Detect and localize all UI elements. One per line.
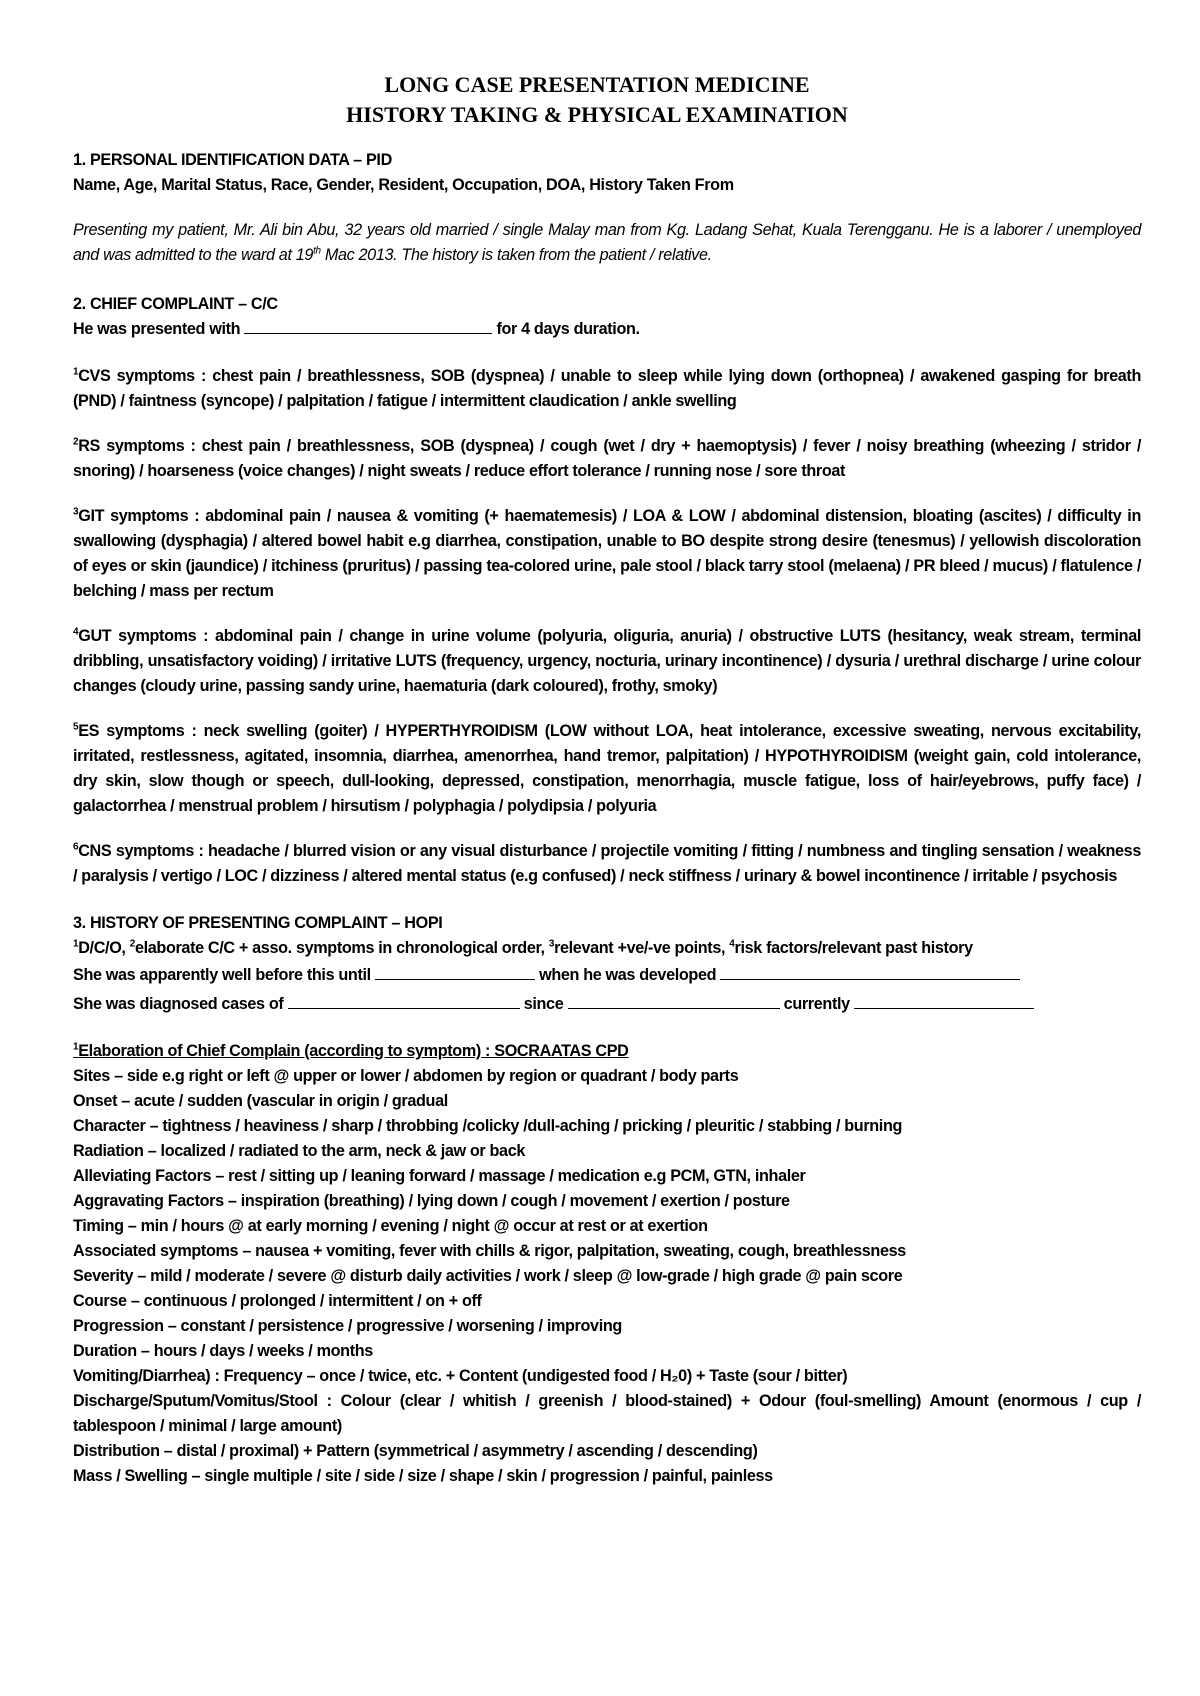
symptom-paragraph bbox=[73, 719, 1141, 819]
symptom-number: 1 bbox=[73, 366, 79, 378]
guide-text: risk factors/relevant past history bbox=[734, 939, 973, 957]
document-page bbox=[73, 70, 1141, 1489]
document-title bbox=[53, 70, 1141, 130]
symptom-number: 6 bbox=[73, 841, 79, 853]
socraatas-item: Vomiting/Diarrhea) : Frequency – once / twice, etc. + Content (undigested food / H₂0) + Taste (sour / bitter) bbox=[73, 1367, 848, 1385]
socraatas-item: Alleviating Factors – rest / sitting up / leaning forward / massage / medication e.g PCM, GTN, inhaler bbox=[73, 1167, 806, 1185]
hopi-heading: 3. HISTORY OF PRESENTING COMPLAINT – HOPI bbox=[73, 914, 443, 932]
hopi-blank-diagnosed[interactable] bbox=[288, 994, 520, 1009]
socraatas-item: Timing – min / hours @ at early morning / evening / night @ occur at rest or at exertion bbox=[73, 1217, 708, 1235]
socraatas-item: Severity – mild / moderate / severe @ disturb daily activities / work / sleep @ low-grade / high grade @ pain score bbox=[73, 1267, 903, 1285]
socraatas-item: Discharge/Sputum/Vomitus/Stool : Colour (clear / whitish / greenish / blood-stained) + Odour (foul-smelling) Amount (enormous / cup / tablespoon / minimal / large amount) bbox=[73, 1392, 1141, 1435]
guide-text: elaborate C/C + asso. symptoms in chronological order, bbox=[134, 939, 549, 957]
socraatas-item: Mass / Swelling – single multiple / site / side / size / shape / skin / progression / painful, painless bbox=[73, 1467, 773, 1485]
hopi-line-2: She was diagnosed cases of since currently bbox=[73, 992, 1141, 1017]
guide-number: 3 bbox=[548, 938, 555, 950]
socraatas-item: Progression – constant / persistence / progressive / worsening / improving bbox=[73, 1317, 622, 1335]
socraatas-heading: $^1$Elaboration of Chief Complain (according to symptom) : SOCRAATAS CPD bbox=[73, 1041, 629, 1060]
cc-line: He was presented with for 4 days duration. bbox=[73, 320, 640, 338]
guide-number: 2 bbox=[129, 938, 135, 950]
socraatas-item: Duration – hours / days / weeks / months bbox=[73, 1342, 373, 1360]
hopi-blank-currently[interactable] bbox=[854, 994, 1034, 1009]
symptom-text: RS symptoms : chest pain / breathlessness, SOB (dyspnea) / cough (wet / dry + haemoptysis) / fever / noisy breathing (wheezing / stridor / snoring) / hoarseness (voice changes) / night sweats / reduce effort tolerance / running nose / sore throat bbox=[73, 437, 1141, 480]
symptom-text: GIT symptoms : abdominal pain / nausea & vomiting (+ haematemesis) / LOA & LOW / abdominal distension, bloating (ascites) / difficulty in swallowing (dysphagia) / altered bowel habit e.g diarrhea, constipation, unable to BO despite strong desire (tenesmus) / yellowish discoloration of eyes or skin (jaundice) / itchiness (pruritus) / passing tea-colored urine, pale stool / black tarry stool (melaena) / PR bleed / mucus) / flatulence / belching / mass per rectum bbox=[73, 507, 1141, 600]
socraatas-item: Radiation – localized / radiated to the arm, neck & jaw or back bbox=[73, 1142, 526, 1160]
pid-example: Presenting my patient, Mr. Ali bin Abu, 32 years old married / single Malay man from Kg. Ladang Sehat, Kuala Terengganu. He is a laborer / unemployed and was admitted to the ward at 19th Mac 2013. The history is taken from the patient / relative. bbox=[73, 221, 1141, 264]
symptom-paragraph bbox=[73, 504, 1141, 604]
symptom-paragraph bbox=[73, 839, 1141, 889]
socraatas-item: Distribution – distal / proximal) + Pattern (symmetrical / asymmetry / ascending / descending) bbox=[73, 1442, 758, 1460]
pid-heading: 1. PERSONAL IDENTIFICATION DATA – PID bbox=[73, 151, 392, 169]
hopi-blank-since[interactable] bbox=[568, 994, 780, 1009]
socraatas-item: Sites – side e.g right or left @ upper or lower / abdomen by region or quadrant / body parts bbox=[73, 1067, 739, 1085]
socraatas-item: Associated symptoms – nausea + vomiting, fever with chills & rigor, palpitation, sweating, cough, breathlessness bbox=[73, 1242, 906, 1260]
symptom-paragraph bbox=[73, 364, 1141, 414]
guide-number: 4 bbox=[729, 938, 735, 950]
symptom-text: ES symptoms : neck swelling (goiter) / HYPERTHYROIDISM (LOW without LOA, heat intolerance, excessive sweating, nervous excitability, irritated, restlessness, agitated, insomnia, diarrhea, amenorrhea, hand tremor, palpitation) / HYPOTHYROIDISM (weight gain, cold intolerance, dry skin, slow though or speech, dull-looking, depressed, constipation, menorrhagia, muscle fatigue, loss of hair/eyebrows, puffy face) / galactorrhea / menstrual problem / hirsutism / polyphagia / polydipsia / polyuria bbox=[73, 722, 1141, 815]
symptom-paragraph bbox=[73, 624, 1141, 699]
guide-number: 1 bbox=[73, 938, 79, 950]
socraatas-list bbox=[73, 1064, 1141, 1489]
symptom-paragraph bbox=[73, 434, 1141, 484]
socraatas-item: Course – continuous / prolonged / intermittent / on + off bbox=[73, 1292, 482, 1310]
symptom-text: CNS symptoms : headache / blurred vision or any visual disturbance / projectile vomiting / fitting / numbness and tingling sensation / weakness / paralysis / vertigo / LOC / dizziness / altered mental status (e.g confused) / neck stiffness / urinary & bowel incontinence / irritable / psychosis bbox=[73, 842, 1141, 885]
symptom-text: GUT symptoms : abdominal pain / change in urine volume (polyuria, oliguria, anuria) / obstructive LUTS (hesitancy, weak stream, terminal dribbling, unsatisfactory voiding) / irritative LUTS (frequency, urgency, nocturia, urinary incontinence) / dysuria / urethral discharge / urine colour changes (cloudy urine, passing sandy urine, haematuria (dark coloured), frothy, smoky) bbox=[73, 627, 1141, 695]
symptom-number: 2 bbox=[73, 436, 79, 448]
symptom-number: 3 bbox=[73, 506, 79, 518]
title-line-1: LONG CASE PRESENTATION MEDICINE bbox=[384, 72, 810, 97]
hopi-guide bbox=[73, 936, 1141, 961]
cc-heading: 2. CHIEF COMPLAINT – C/C bbox=[73, 295, 278, 313]
symptom-text: CVS symptoms : chest pain / breathlessness, SOB (dyspnea) / unable to sleep while lying down (orthopnea) / awakened gasping for breath (PND) / faintness (syncope) / palpitation / fatigue / intermittent claudication / ankle swelling bbox=[73, 367, 1141, 410]
hopi-blank-developed[interactable] bbox=[720, 965, 1020, 980]
cc-blank[interactable] bbox=[244, 319, 492, 334]
guide-text: relevant +ve/-ve points, bbox=[554, 939, 730, 957]
socraatas-item: Aggravating Factors – inspiration (breathing) / lying down / cough / movement / exertion / posture bbox=[73, 1192, 790, 1210]
hopi-blank-until[interactable] bbox=[375, 965, 535, 980]
title-line-2: HISTORY TAKING & PHYSICAL EXAMINATION bbox=[346, 102, 848, 127]
symptom-number: 4 bbox=[73, 626, 79, 638]
guide-text: D/C/O, bbox=[78, 939, 130, 957]
symptom-number: 5 bbox=[73, 721, 79, 733]
hopi-line-1: She was apparently well before this until when he was developed bbox=[73, 963, 1141, 988]
symptom-list bbox=[73, 364, 1141, 889]
socraatas-item: Character – tightness / heaviness / sharp / throbbing /colicky /dull-aching / pricking / pleuritic / stabbing / burning bbox=[73, 1117, 903, 1135]
socraatas-item: Onset – acute / sudden (vascular in origin / gradual bbox=[73, 1092, 448, 1110]
pid-fields: Name, Age, Marital Status, Race, Gender, Resident, Occupation, DOA, History Taken From bbox=[73, 176, 734, 194]
